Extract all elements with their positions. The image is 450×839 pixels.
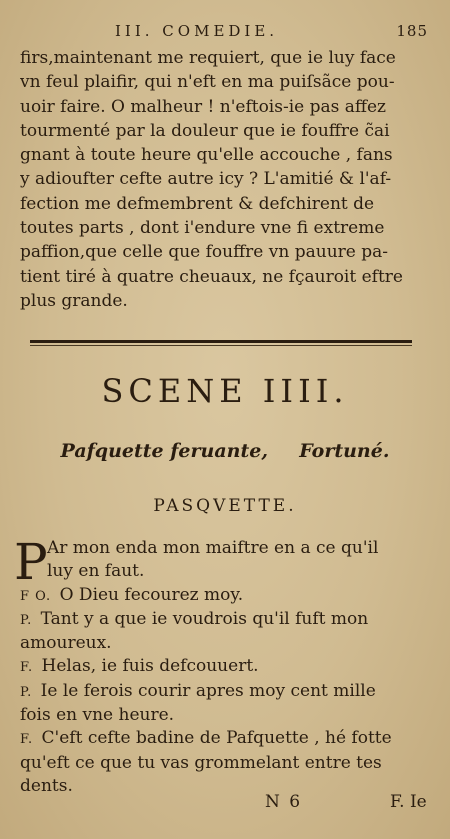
dialogue-line: amoureux. [20, 633, 112, 654]
speaker-abbreviation: P. [20, 684, 33, 700]
dialogue-line [20, 727, 440, 751]
dialogue-text: Helas, ie fuis defcouuert. [41, 656, 259, 677]
dialogue-line: qu'eft ce que tu vas grommelant entre tes [20, 752, 382, 773]
prose-line: vn feul plaifir, qui n'eft en ma puiſsãce pou- [20, 72, 395, 93]
prose-line: plus grande. [20, 290, 128, 311]
running-head [115, 22, 428, 44]
prose-line: firs,maintenant me requiert, que ie luy face [20, 48, 396, 68]
signature-mark: N 6 [265, 792, 303, 812]
prose-paragraph [20, 46, 440, 313]
dialogue-line: dents. [20, 775, 73, 796]
prose-line: toutes parts , dont i'endure vne fi extreme [20, 218, 385, 239]
dialogue-text: O Dieu fecourez moy. [59, 584, 244, 605]
dialogue-text: Ar mon enda mon maiftre en a ce qu'il [47, 538, 379, 558]
dialogue-line [20, 680, 440, 704]
dialogue-block [20, 537, 440, 798]
running-head-title: III. COMEDIE. [115, 22, 279, 40]
prose-line: tourmenté par la douleur que ie fouffre c̃ai [20, 120, 390, 141]
dialogue-line [20, 655, 440, 679]
prose-line: tient tiré à quatre cheuaux, ne fçauroit eftre [20, 266, 403, 287]
speaker-abbreviation: F. [20, 660, 34, 676]
prose-line: uoir faire. O malheur ! n'eftois-ie pas affez [20, 96, 386, 117]
prose-line: y adioufter cefte autre icy ? L'amitié & l'af- [20, 169, 392, 190]
prose-line: fection me defmembrent & defchirent de [20, 193, 375, 214]
page-number: 185 [396, 22, 428, 40]
section-rule-thin [30, 345, 412, 346]
dialogue-line [20, 584, 440, 608]
prose-line: paffion,que celle que fouffre vn pauure pa- [20, 242, 388, 263]
speaker-heading: PASQVETTE. [153, 496, 297, 516]
dialogue-text: Tant y a que ie voudrois qu'il fuft mon [40, 608, 369, 629]
section-rule-thick [30, 340, 412, 343]
dialogue-line: fois en vne heure. [20, 705, 175, 726]
prose-line: gnant à toute heure qu'elle accouche , fans [20, 145, 393, 166]
dialogue-text: Ie le ferois courir apres moy cent mille [40, 680, 376, 701]
speaker-abbreviation: P. [20, 612, 33, 628]
scene-title: SCENE IIII. [101, 372, 349, 410]
character-pasquette: Pafquette feruante, [60, 440, 268, 462]
scene-characters [0, 440, 450, 462]
dialogue-text: C'eft cefte badine de Pafquette , hé fotte [41, 728, 392, 749]
dialogue-line: luy en faut. [47, 561, 145, 582]
character-fortune: Fortuné. [299, 440, 390, 462]
dialogue-line [20, 537, 440, 560]
catchword: F. Ie [390, 792, 427, 812]
speaker-abbreviation: F O. [20, 588, 52, 604]
drop-cap: P [14, 533, 48, 591]
dialogue-line [20, 608, 440, 632]
speaker-abbreviation: F. [20, 732, 34, 748]
